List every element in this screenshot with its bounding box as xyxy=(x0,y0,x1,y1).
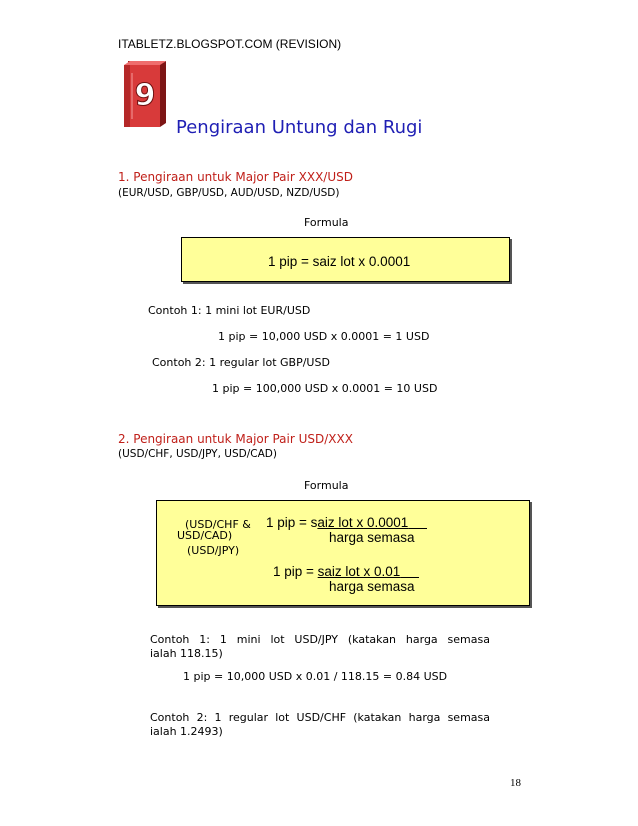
page-header: ITABLETZ.BLOGSPOT.COM (REVISION) xyxy=(118,37,342,51)
example-label: ialah 1.2493) xyxy=(150,725,223,738)
formula-b-denominator: harga semasa xyxy=(329,579,415,594)
formula-b xyxy=(273,564,419,579)
pair-label: (USD/CHF & xyxy=(185,518,251,531)
formula-a-numerator: aiz lot x 0.0001 xyxy=(317,515,409,530)
chapter-number: 9 xyxy=(134,78,156,113)
section1-formula-box xyxy=(181,237,510,282)
example-label: Contoh 2: 1 regular lot USD/CHF (katakan harga semasa xyxy=(150,711,490,724)
pair-label: USD/CAD) xyxy=(177,529,233,542)
formula-b-prefix: 1 pip = xyxy=(273,564,318,579)
section1-heading: 1. Pengiraan untuk Major Pair XXX/USD xyxy=(118,170,353,184)
formula-a-denominator: harga semasa xyxy=(329,530,415,545)
section2-formula-box xyxy=(156,500,530,606)
example-label: Contoh 1: 1 mini lot EUR/USD xyxy=(148,304,311,317)
example-label: Contoh 2: 1 regular lot GBP/USD xyxy=(152,356,330,369)
section2-pairs: (USD/CHF, USD/JPY, USD/CAD) xyxy=(118,448,277,460)
example-label: Contoh 1: 1 mini lot USD/JPY (katakan harga semasa xyxy=(150,633,490,646)
pair-label: (USD/JPY) xyxy=(187,544,240,557)
formula-a xyxy=(266,515,427,530)
formula-a-prefix: 1 pip = s xyxy=(266,515,318,530)
section1-pairs: (EUR/USD, GBP/USD, AUD/USD, NZD/USD) xyxy=(118,187,340,199)
example-label: ialah 118.15) xyxy=(150,647,223,660)
example-calc: 1 pip = 10,000 USD x 0.0001 = 1 USD xyxy=(218,330,430,343)
section1-formula-label: Formula xyxy=(304,216,349,229)
page-number: 18 xyxy=(510,777,521,789)
chapter-title: Pengiraan Untung dan Rugi xyxy=(176,117,423,138)
example-calc: 1 pip = 100,000 USD x 0.0001 = 10 USD xyxy=(212,382,438,395)
example-calc: 1 pip = 10,000 USD x 0.01 / 118.15 = 0.84 USD xyxy=(183,670,448,683)
section1-formula: 1 pip = saiz lot x 0.0001 xyxy=(268,254,411,269)
formula-b-numerator: saiz lot x 0.01 xyxy=(317,564,401,579)
section2-heading: 2. Pengiraan untuk Major Pair USD/XXX xyxy=(118,432,353,446)
section2-formula-label: Formula xyxy=(304,479,349,492)
chapter-book-icon xyxy=(122,57,170,129)
